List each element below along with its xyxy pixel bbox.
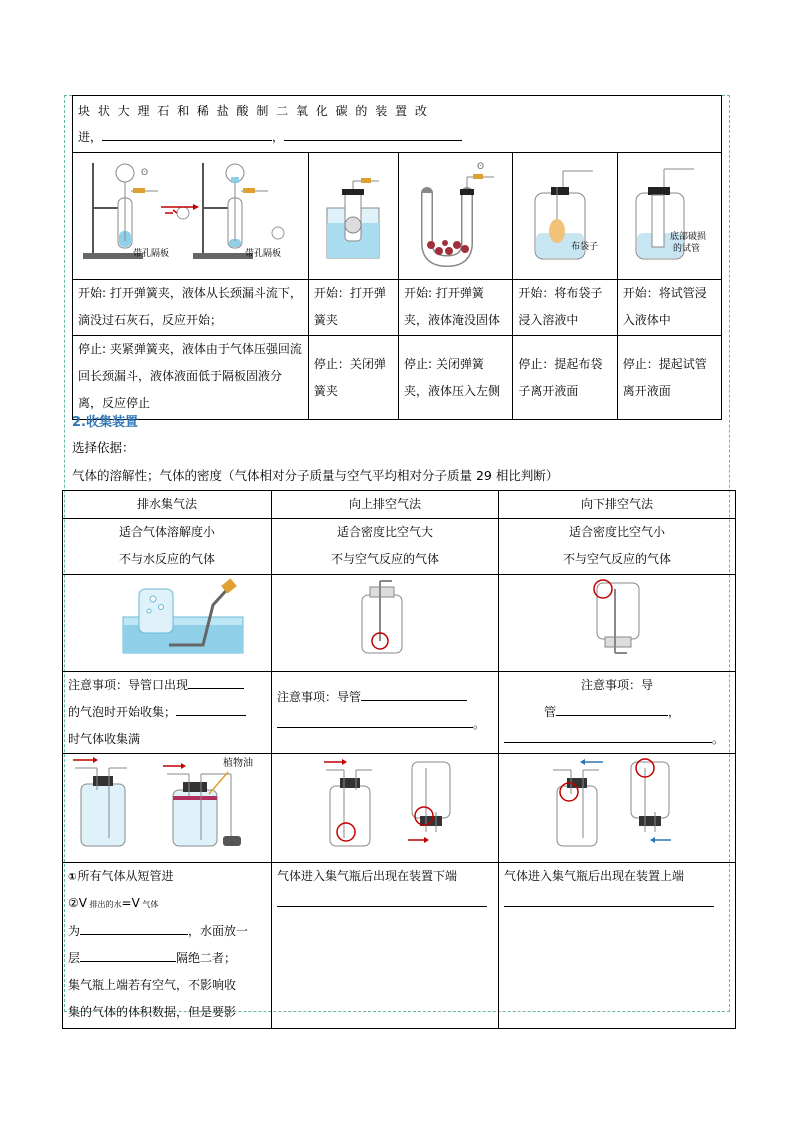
note2-a: 注意事项：导管: [277, 690, 362, 704]
intro-line1: 块 状 大 理 石 和 稀 盐 酸 制 二 氧 化 碳 的 装 置 改: [78, 104, 429, 118]
fig-cell-beaker: [308, 153, 398, 280]
stop-cell-1: 停止: 夹紧弹簧夹，液体由于气体压强回流回长颈漏斗，液体液面低于隔板固液分离，反应停止: [73, 336, 309, 420]
note1-a: 注意事项：导管口出现: [68, 678, 189, 692]
suit-2-line1: 适合密度比空气大: [336, 525, 433, 539]
intro-cell: [73, 96, 722, 153]
bottom-line5: 集气瓶上端若有空气，不影响收: [68, 978, 237, 992]
bottom-downward-blank[interactable]: [504, 906, 714, 907]
note-downward-line3: [504, 726, 730, 753]
note3-b: 管: [544, 705, 557, 719]
note-upward-line2: [277, 711, 493, 738]
note1-blank-1[interactable]: [188, 688, 244, 689]
note-downward-line2: [504, 699, 730, 726]
note-water-line3: 时气体收集满: [68, 732, 141, 746]
sub-gas: 气体: [139, 900, 159, 909]
bottom-line3: [68, 918, 266, 945]
note2-end: 。: [473, 717, 486, 731]
fig-upward-collection: [272, 575, 499, 672]
note2-blank-1[interactable]: [361, 700, 467, 701]
bottom-line6: 集的气体的体积数据，但是要影: [68, 1005, 237, 1019]
header-downward: 向下排空气法: [499, 491, 736, 519]
suit-cell-2: [272, 519, 499, 575]
sub-water: 排出的水: [86, 900, 122, 909]
svg-text:ʘ: ʘ: [141, 168, 149, 178]
downward-air-bottle-figure: [499, 575, 735, 661]
note2-blank-2[interactable]: [277, 727, 473, 728]
plate-label-2: 带孔隔板: [245, 249, 282, 259]
bottom-line4-b: 隔绝二者；: [176, 951, 237, 965]
intro-comma: ，: [272, 130, 285, 144]
bottom-line2: [68, 890, 266, 918]
suit-2-line2: 不与空气反应的气体: [330, 552, 439, 566]
bottom-blank-2[interactable]: [80, 961, 176, 962]
bottom-line4-a: 层: [68, 951, 81, 965]
bottom-line1-text: 所有气体从短管进: [77, 869, 174, 883]
tube-label-2: 的试管: [672, 244, 700, 254]
beaker-apparatus-figure: [309, 153, 397, 269]
suit-cell-1: [63, 519, 272, 575]
bottom-downward-cell: [499, 863, 736, 1029]
stop-cell-4: 停止：提起布袋子离开液面: [513, 336, 617, 420]
bottom-water-cell: [63, 863, 272, 1029]
note-downward-line1: 注意事项：导: [580, 678, 653, 692]
bottom-line3-b: ，水面放一: [188, 924, 249, 938]
bottom-upward-blank-line: [277, 890, 493, 917]
suit-1-line1: 适合气体溶解度小: [118, 525, 215, 539]
plate-label-1: 带孔隔板: [133, 249, 170, 259]
multi-purpose-bottle-water-figure: [63, 754, 271, 852]
bottom-upward-text: 气体进入集气瓶后出现在装置下端: [277, 869, 458, 883]
bottom-downward-blank-line: [504, 890, 730, 917]
fig-water-collection: [63, 575, 272, 672]
bag-label: 布袋子: [571, 242, 599, 252]
answer-blank-1[interactable]: [102, 140, 272, 141]
note-upward-line1: [277, 684, 493, 711]
start-cell-3: 开始: 打开弹簧夹，液体淹没固体: [399, 280, 513, 336]
fig-gas-bottle-downward: [499, 754, 736, 863]
section-title: 2.收集装置: [72, 415, 138, 430]
fig-cell-cloth-bag: [513, 153, 617, 280]
fig-gas-bottle-water: [63, 754, 272, 863]
note3-comma: ，: [668, 705, 681, 719]
fig-cell-broken-tube: [617, 153, 721, 280]
fig-downward-collection: [499, 575, 736, 672]
suit-cell-3: [499, 519, 736, 575]
suit-3-line1: 适合密度比空气小: [568, 525, 665, 539]
u-tube-apparatus-figure: [399, 153, 511, 269]
note3-blank-1[interactable]: [556, 715, 668, 716]
basis-text: 气体的溶解性；气体的密度（气体相对分子质量与空气平均相对分子质量 29 相比判断）: [72, 468, 559, 483]
v-symbol-2: =V: [121, 896, 140, 910]
bottom-downward-text: 气体进入集气瓶后出现在装置上端: [504, 869, 685, 883]
bottom-line4: [68, 945, 266, 972]
svg-text:ʘ: ʘ: [477, 162, 485, 172]
header-water: 排水集气法: [63, 491, 272, 519]
fig-cell-long-neck: [73, 153, 309, 280]
stop-cell-2: 停止：关闭弹簧夹: [308, 336, 398, 420]
v-symbol-1: V: [78, 896, 87, 910]
intro-line2: [78, 124, 716, 150]
cloth-bag-apparatus-figure: [513, 153, 615, 269]
stop-cell-5: 停止：提起试管离开液面: [617, 336, 721, 420]
note1-b: 的气泡时开始收集；: [68, 705, 177, 719]
tube-label-1: 底部破损: [669, 232, 706, 242]
fig-cell-u-tube: [399, 153, 513, 280]
intro-prefix: 进，: [78, 130, 103, 144]
multi-purpose-bottle-downward-figure: [499, 754, 735, 852]
header-upward: 向上排空气法: [272, 491, 499, 519]
collection-table: [62, 490, 736, 1029]
start-cell-2: 开始：打开弹簧夹: [308, 280, 398, 336]
note-water: [63, 672, 272, 754]
oil-label: 植物油: [223, 758, 253, 769]
basis-label: 选择依据：: [72, 440, 135, 455]
suit-1-line2: 不与水反应的气体: [118, 552, 215, 566]
suit-3-line2: 不与空气反应的气体: [562, 552, 671, 566]
answer-blank-2[interactable]: [284, 140, 462, 141]
bottom-upward-blank[interactable]: [277, 906, 487, 907]
stop-cell-3: 停止: 关闭弹簧夹，液体压入左侧: [399, 336, 513, 420]
start-cell-4: 开始：将布袋子浸入溶液中: [513, 280, 617, 336]
note-water-line2: [68, 699, 266, 726]
generator-table: [72, 95, 722, 420]
start-cell-5: 开始：将试管浸入液体中: [617, 280, 721, 336]
note-upward: [272, 672, 499, 754]
multi-purpose-bottle-upward-figure: [272, 754, 498, 852]
note-downward: [499, 672, 736, 754]
number-1-marker: ①: [68, 872, 77, 883]
bottom-line1: [68, 863, 266, 890]
number-2-marker: ②: [68, 896, 79, 910]
start-cell-1: 开始: 打开弹簧夹，液体从长颈漏斗流下，滴没过石灰石，反应开始；: [73, 280, 309, 336]
upward-air-bottle-figure: [272, 575, 498, 661]
bottom-line3-a: 为: [68, 924, 81, 938]
note3-end: 。: [712, 732, 725, 746]
fig-gas-bottle-upward: [272, 754, 499, 863]
bottom-upward-cell: [272, 863, 499, 1029]
long-neck-funnel-apparatus-figure: [73, 153, 305, 269]
note1-blank-2[interactable]: [176, 715, 246, 716]
note-water-line1: [68, 672, 266, 699]
broken-tube-apparatus-figure: [618, 153, 720, 269]
water-trough-figure: [63, 575, 271, 661]
note3-blank-2[interactable]: [504, 742, 712, 743]
bottom-blank-1[interactable]: [80, 934, 188, 935]
